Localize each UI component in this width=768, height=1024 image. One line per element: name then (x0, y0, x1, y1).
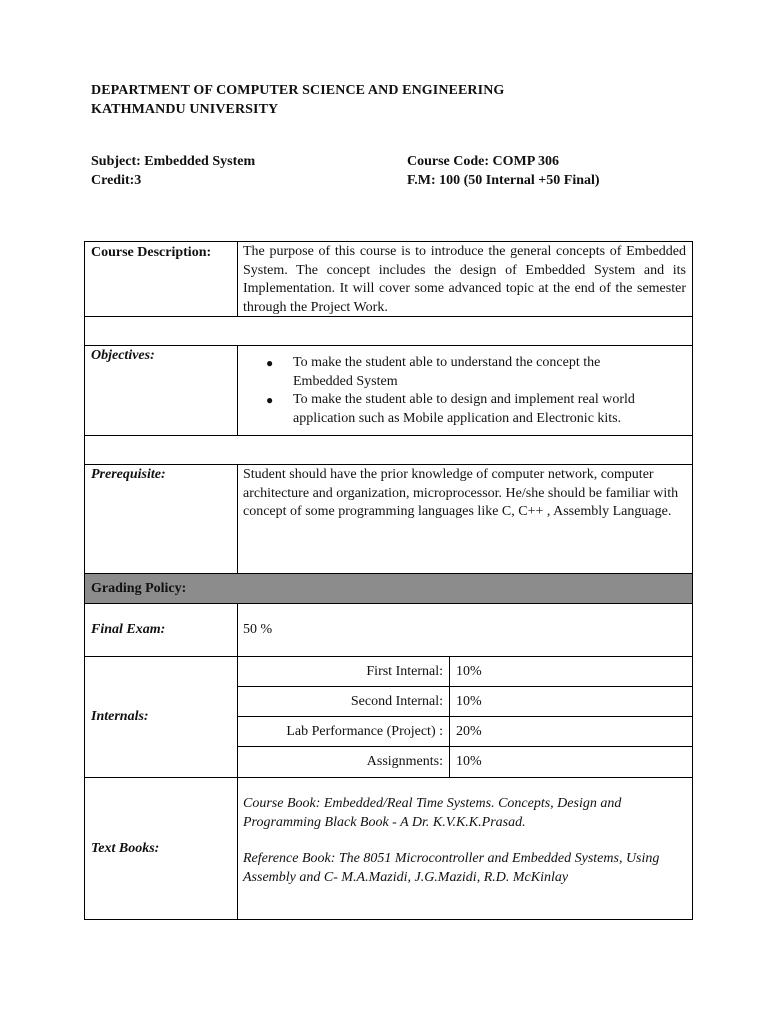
objectives-label: Objectives: (91, 348, 155, 363)
assignments-label: Assignments: (366, 754, 443, 769)
second-internal-label: Second Internal: (350, 694, 443, 709)
row-divider (85, 603, 692, 604)
full-marks-text: F.M: 100 (50 Internal +50 Final) (407, 173, 600, 188)
course-book-text: Course Book: Embedded/Real Time Systems. Concepts, Design and Programming Black Book - A Dr. K.V.K.K.Prasad. (243, 796, 622, 830)
row-divider (85, 656, 692, 657)
reference-book-text: Reference Book: The 8051 Microcontroller and Embedded Systems, Using Assembly and C- M.A.Mazidi, J.G.Mazidi, R.D. McKinlay (243, 851, 660, 885)
course-description-label: Course Description: (91, 245, 212, 260)
assignments-value: 10% (456, 754, 482, 769)
credit-text: Credit:3 (91, 173, 142, 188)
internals-label: Internals: (91, 709, 149, 724)
bullet-icon: ● (266, 393, 274, 407)
row-divider (237, 686, 692, 687)
second-internal-value: 10% (456, 694, 482, 709)
course-code-text: Course Code: COMP 306 (407, 154, 560, 169)
row-divider (85, 435, 692, 436)
subject-text: Subject: Embedded System (91, 154, 256, 169)
lab-performance-label: Lab Performance (Project) : (286, 724, 443, 739)
document-header (91, 81, 504, 119)
bullet-icon: ● (266, 356, 274, 370)
course-description-text: The purpose of this course is to introduce the general concepts of Embedded System. The concept includes the design of Embedded System and its Implementation. It will cover some advanced topic at the end of the semester through the Project Work. (243, 244, 686, 315)
column-divider (449, 656, 450, 777)
prerequisite-text: Student should have the prior knowledge of computer network, computer architecture and organization, microprocessor. He/she should be familiar with concept of some programming languages like C, C++ , Assembly Language. (243, 467, 679, 519)
row-divider (85, 345, 692, 346)
column-divider (237, 464, 238, 573)
first-internal-label: First Internal: (366, 664, 443, 679)
row-divider (85, 464, 692, 465)
final-exam-label: Final Exam: (91, 622, 166, 637)
objective-item: ● To make the student able to understand the concept the Embedded System (266, 355, 601, 389)
row-divider (85, 573, 692, 574)
course-table (84, 241, 693, 920)
first-internal-value: 10% (456, 664, 482, 679)
final-exam-value: 50 % (243, 622, 273, 637)
column-divider (237, 345, 238, 435)
text-books-label: Text Books: (91, 841, 160, 856)
department-title: DEPARTMENT OF COMPUTER SCIENCE AND ENGINEERING (91, 83, 505, 98)
row-divider (237, 746, 692, 747)
university-title: KATHMANDU UNIVERSITY (91, 102, 279, 117)
row-divider (237, 716, 692, 717)
objectives-list (243, 354, 663, 428)
row-divider (85, 777, 692, 778)
grading-policy-label: Grading Policy: (91, 581, 187, 596)
lab-performance-value: 20% (456, 724, 482, 739)
prerequisite-label: Prerequisite: (91, 467, 166, 482)
objective-item: ● To make the student able to design and implement real world application such as Mobile application and Electronic kits. (266, 392, 635, 426)
column-divider (237, 242, 238, 316)
